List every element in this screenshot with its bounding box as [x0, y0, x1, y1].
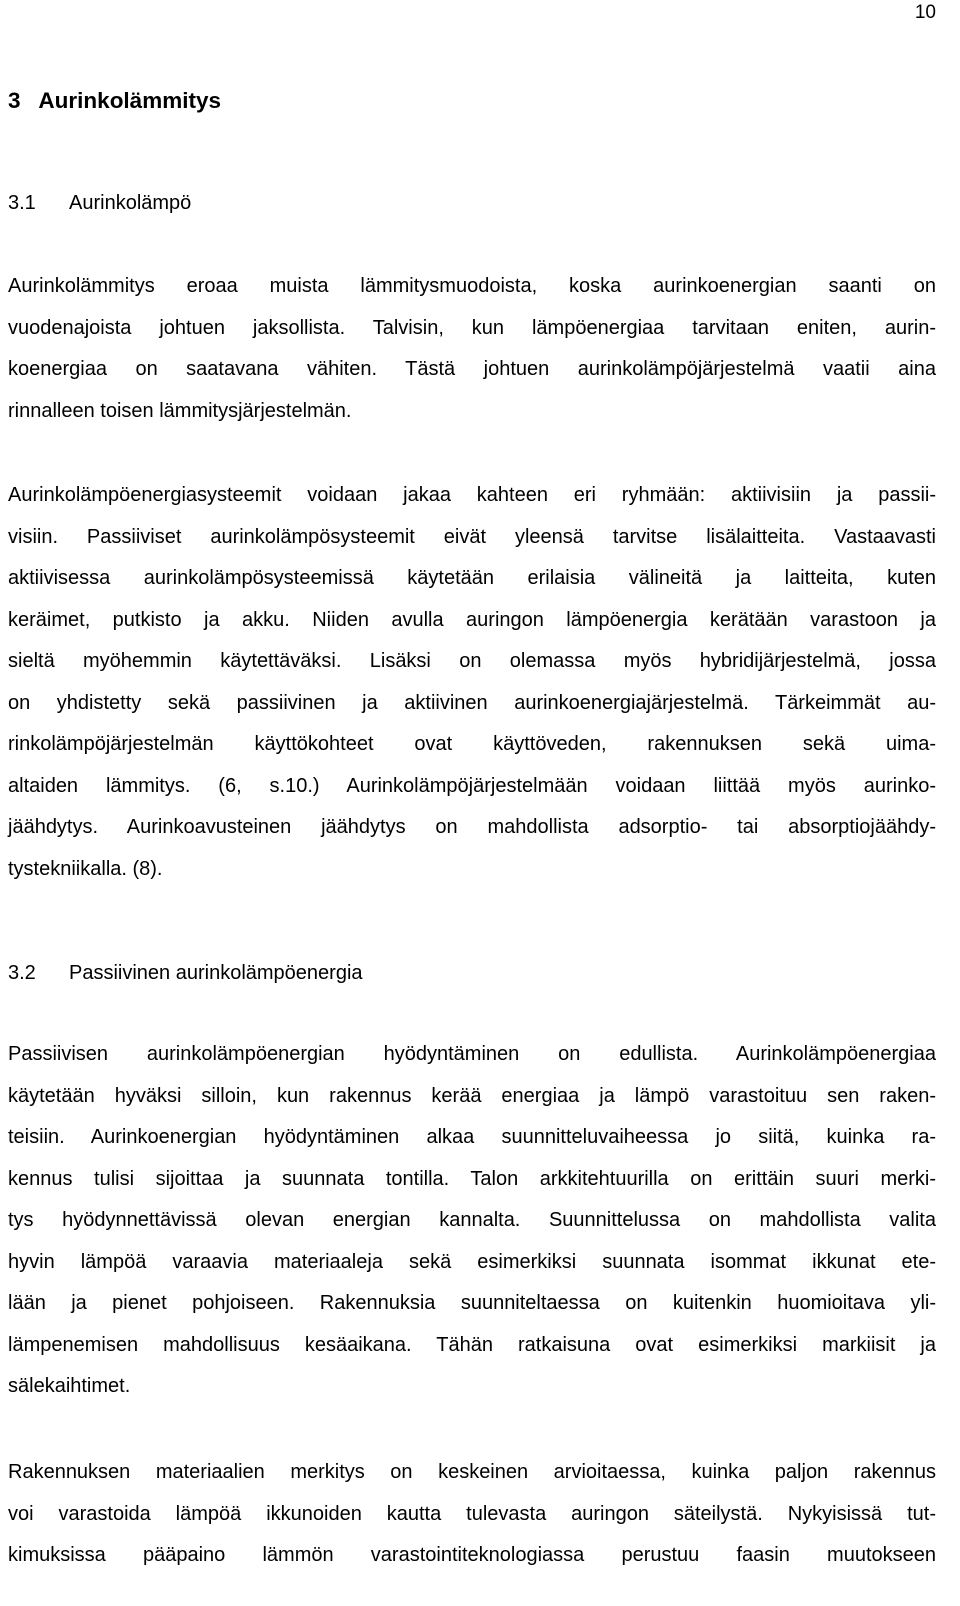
- text-line: koenergiaa on saatavana vähiten. Tästä johtuen aurinkolämpöjärjestelmä vaatii aina: [8, 358, 936, 380]
- text-line: sieltä myöhemmin käytettäväksi. Lisäksi on olemassa myös hybridijärjestelmä, jossa: [8, 650, 936, 672]
- section-heading-3-1: [8, 192, 191, 215]
- text-line: Rakennuksen materiaalien merkitys on keskeinen arvioitaessa, kuinka paljon rakennus: [8, 1461, 936, 1483]
- text-line: altaiden lämmitys. (6, s.10.) Aurinkolämpöjärjestelmään voidaan liittää myös aurinko-: [8, 774, 936, 797]
- text-line: Passiivisen aurinkolämpöenergian hyödyntäminen on edullista. Aurinkolämpöenergiaa: [8, 1043, 936, 1065]
- section-number: 3.2: [8, 962, 36, 984]
- text-line: aktiivisessa aurinkolämpösysteemissä käytetään erilaisia välineitä ja laitteita, kuten: [8, 567, 936, 589]
- text-line: kimuksissa pääpaino lämmön varastointiteknologiassa perustuu faasin muutokseen: [8, 1544, 936, 1566]
- text-line: hyvin lämpöä varaavia materiaaleja sekä esimerkiksi suunnata isommat ikkunat ete-: [8, 1250, 936, 1273]
- text-line: tys hyödynnettävissä olevan energian kannalta. Suunnittelussa on mahdollista valita: [8, 1209, 936, 1231]
- text-line: lämpenemisen mahdollisuus kesäaikana. Tähän ratkaisuna ovat esimerkiksi markiisit ja: [8, 1333, 936, 1356]
- text-line: rinnalleen toisen lämmitysjärjestelmän.: [8, 399, 352, 422]
- text-line: kennus tulisi sijoittaa ja suunnata tontilla. Talon arkkitehtuurilla on erittäin suuri merki-: [8, 1167, 936, 1190]
- text-line: Aurinkolämpöenergiasysteemit voidaan jakaa kahteen eri ryhmään: aktiivisiin ja passii-: [8, 484, 936, 506]
- text-line: tystekniikalla. (8).: [8, 857, 163, 880]
- text-line: rinkolämpöjärjestelmän käyttökohteet ovat käyttöveden, rakennuksen sekä uima-: [8, 733, 936, 755]
- text-line: sälekaihtimet.: [8, 1375, 131, 1397]
- text-line: lään ja pienet pohjoiseen. Rakennuksia suunniteltaessa on kuitenkin huomioitava yli-: [8, 1292, 936, 1314]
- text-line: on yhdistetty sekä passiivinen ja aktiivinen aurinkoenergiajärjestelmä. Tärkeimmät au-: [8, 691, 936, 714]
- text-line: voi varastoida lämpöä ikkunoiden kautta tulevasta auringon säteilystä. Nykyisissä tut-: [8, 1502, 936, 1525]
- text-line: vuodenajoista johtuen jaksollista. Talvisin, kun lämpöenergiaa tarvitaan eniten, aurin-: [8, 316, 936, 339]
- text-line: visiin. Passiiviset aurinkolämpösysteemit eivät yleensä tarvitse lisälaitteita. Vastaavasti: [8, 525, 936, 548]
- paragraph-3: [8, 1034, 936, 1408]
- text-line: Aurinkolämmitys eroaa muista lämmitysmuodoista, koska aurinkoenergian saanti on: [8, 275, 936, 297]
- paragraph-4: [8, 1452, 936, 1577]
- section-title-text: Aurinkolämpö: [69, 192, 192, 214]
- paragraph-2: [8, 475, 936, 890]
- chapter-title: 3 Aurinkolämmitys: [8, 88, 221, 113]
- paragraph-1: [8, 266, 936, 432]
- section-heading-3-2: [8, 962, 363, 985]
- page-number: 10: [914, 2, 936, 23]
- text-line: käytetään hyväksi silloin, kun rakennus kerää energiaa ja lämpö varastoituu sen raken-: [8, 1084, 936, 1107]
- text-line: teisiin. Aurinkoenergian hyödyntäminen alkaa suunnitteluvaiheessa jo siitä, kuinka ra-: [8, 1126, 936, 1148]
- text-line: jäähdytys. Aurinkoavusteinen jäähdytys on mahdollista adsorptio- tai absorptiojäähdy-: [8, 816, 936, 838]
- section-title-text: Passiivinen aurinkolämpöenergia: [69, 962, 363, 984]
- text-line: keräimet, putkisto ja akku. Niiden avulla auringon lämpöenergia kerätään varastoon ja: [8, 608, 936, 631]
- section-number: 3.1: [8, 192, 36, 214]
